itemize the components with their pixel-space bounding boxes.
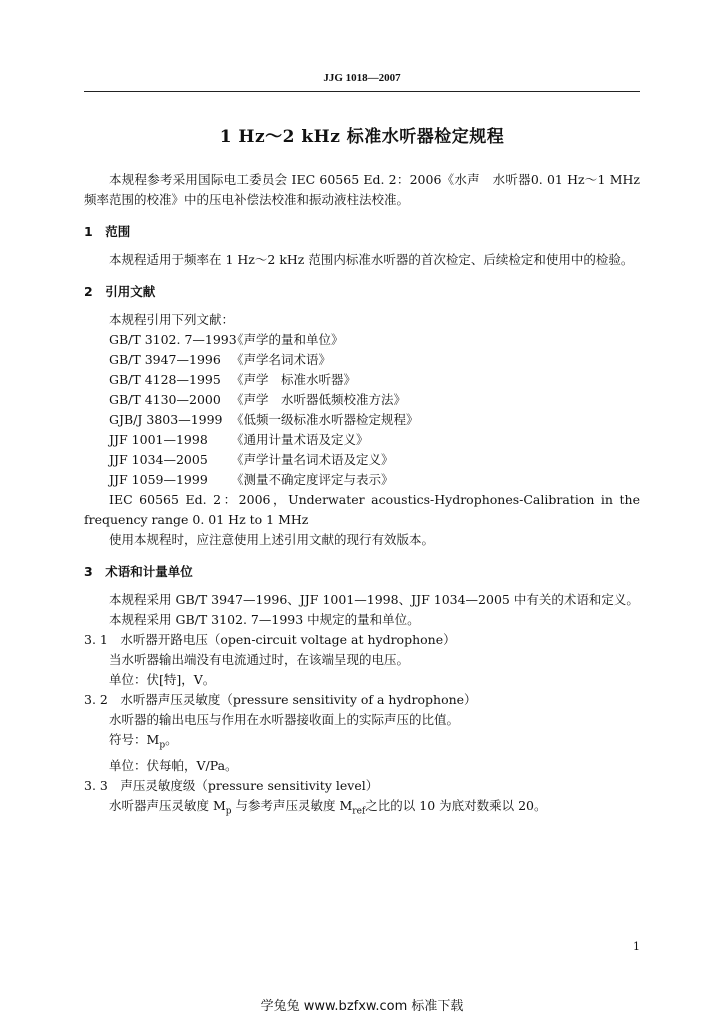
clause-3-2-unit: 单位：伏每帕，V/Pa。 — [109, 757, 238, 773]
reference-item: GB/T 4128—1995 《声学 标准水听器》 — [109, 372, 357, 387]
section-3-paragraph-1: 本规程采用 GB/T 3947—1996、JJF 1001—1998、JJF 1034—2005 中有关的术语和定义。 — [109, 592, 639, 607]
clause-3-2-symbol: 符号：$M_p$。 — [109, 732, 178, 751]
clause-3-1-definition: 当水听器输出端没有电流通过时，在该端呈现的电压。 — [109, 652, 410, 667]
reference-item: GB/T 3947—1996 《声学名词术语》 — [109, 352, 332, 367]
clause-3-1-heading: 3. 1 水听器开路电压（open-circuit voltage at hydrophone） — [84, 632, 456, 647]
reference-item: JJF 1059—1999 《测量不确定度评定与表示》 — [109, 472, 394, 487]
reference-iec: IEC 60565 Ed. 2：2006，Underwater acoustics-Hydrophones-Calibration in the frequency range 0. 01 Hz to 1 MHz — [84, 492, 640, 527]
clause-3-3-definition: 水听器声压灵敏度 $M_p$ 与参考声压灵敏度 $M_{ref}$之比的以 10 为底对数乘以 20。 — [109, 797, 547, 816]
body — [84, 170, 640, 821]
section-1-heading: 1 范围 — [84, 224, 131, 239]
reference-item: GJB/J 3803—1999 《低频一级标准水听器检定规程》 — [109, 412, 419, 427]
clause-3-2-heading: 3. 2 水听器声压灵敏度（pressure sensitivity of a hydrophone） — [84, 692, 477, 707]
references-lead: 本规程引用下列文献： — [109, 312, 235, 327]
section-3-paragraph-2: 本规程采用 GB/T 3102. 7—1993 中规定的量和单位。 — [109, 612, 420, 627]
intro-paragraph: 本规程参考采用国际电工委员会 IEC 60565 Ed. 2：2006《水声 水听器0. 01 Hz～1 MHz频率范围的校准》中的压电补偿法校准和振动液柱法校准。 — [84, 172, 640, 207]
section-1-text: 本规程适用于频率在 1 Hz～2 kHz 范围内标准水听器的首次检定、后续检定和使用中的检验。 — [109, 252, 634, 267]
page-title: 1 Hz～2 kHz 标准水听器检定规程 — [219, 127, 505, 147]
header-code: JJG 1018—2007 — [323, 72, 401, 84]
reference-list — [84, 330, 640, 490]
page-number: 1 — [633, 940, 640, 953]
references-note: 使用本规程时，应注意使用上述引用文献的现行有效版本。 — [109, 532, 435, 547]
reference-item: JJF 1034—2005 《声学计量名词术语及定义》 — [109, 452, 394, 467]
clause-3-3-heading: 3. 3 声压灵敏度级（pressure sensitivity level） — [84, 777, 379, 793]
reference-item: GB/T 4130—2000 《声学 水听器低频校准方法》 — [109, 392, 407, 407]
clause-3-2-definition: 水听器的输出电压与作用在水听器接收面上的实际声压的比值。 — [109, 712, 460, 727]
header-rule — [84, 91, 640, 92]
section-3-heading: 3 术语和计量单位 — [84, 564, 193, 579]
reference-item: GB/T 3102. 7—1993《声学的量和单位》 — [109, 332, 344, 347]
reference-item: JJF 1001—1998 《通用计量术语及定义》 — [109, 432, 369, 447]
footer-watermark: 学兔兔 www.bzfxw.com 标准下载 — [260, 999, 464, 1014]
section-2-heading: 2 引用文献 — [84, 284, 156, 299]
clause-3-1-unit: 单位：伏[特]，V。 — [109, 672, 216, 687]
